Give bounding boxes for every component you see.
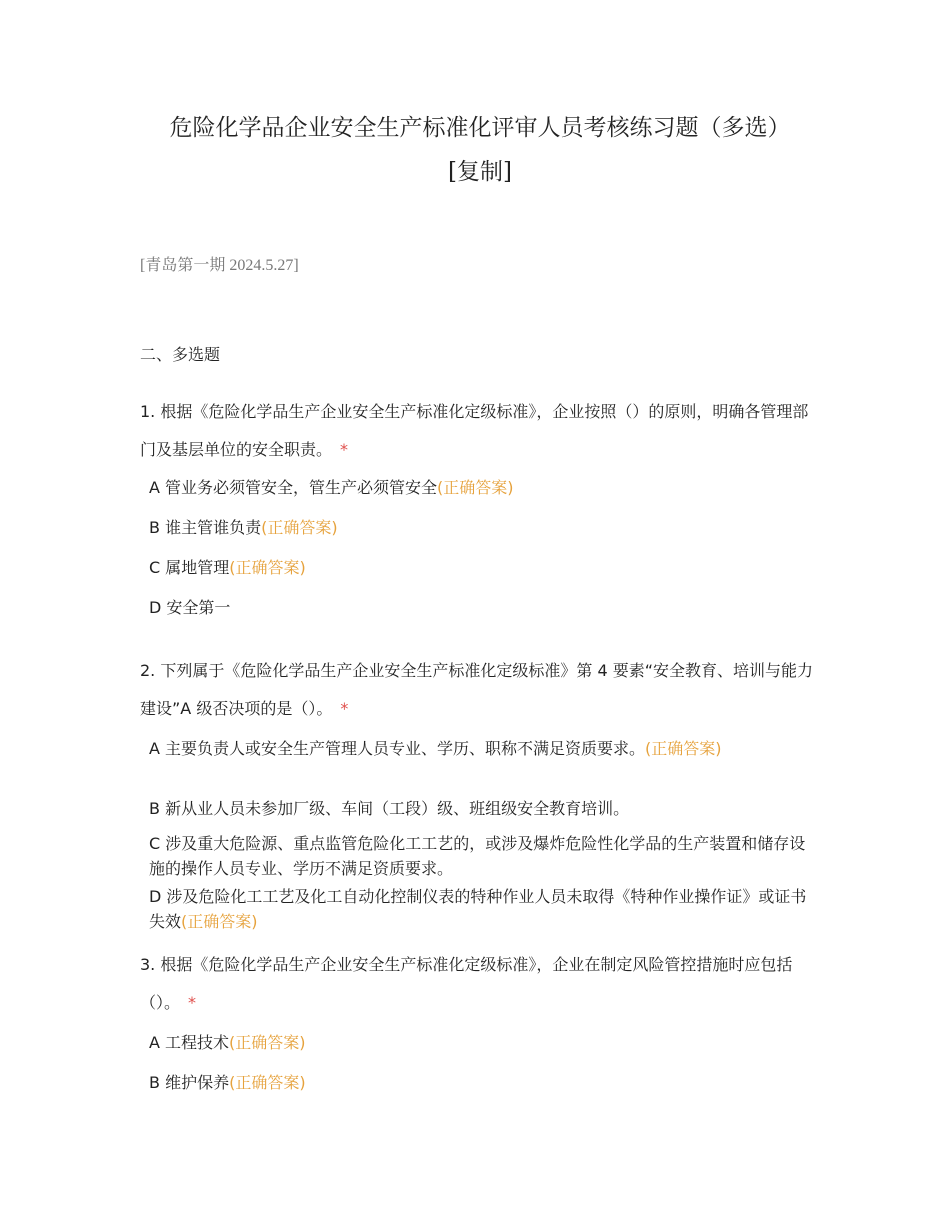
- correct-answer-label: (正确答案): [181, 912, 258, 931]
- option-b[interactable]: B 谁主管谁负责(正确答案): [149, 518, 338, 537]
- option-a[interactable]: A 管业务必须管安全，管生产必须管安全(正确答案): [149, 478, 514, 497]
- option-list: [140, 475, 820, 635]
- question-text: 1. 根据《危险化学品生产企业安全生产标准化定级标准》，企业按照（）的原则，明确各管理部门及基层单位的安全职责。 *: [140, 402, 809, 459]
- option-c[interactable]: C 属地管理(正确答案): [149, 558, 306, 577]
- session-label: [青岛第一期 2024.5.27]: [140, 257, 299, 274]
- required-mark: *: [188, 993, 197, 1012]
- option-list: [140, 1030, 820, 1110]
- question-text: 3. 根据《危险化学品生产企业安全生产标准化定级标准》，企业在制定风险管控措施时应包括（）。 *: [140, 955, 793, 1012]
- question-text: 2. 下列属于《危险化学品生产企业安全生产标准化定级标准》第 4 要素“安全教育、培训与能力建设”A 级否决项的是（）。 *: [140, 661, 813, 718]
- question-1: [140, 393, 820, 635]
- required-mark: *: [340, 699, 349, 718]
- option-b[interactable]: B 新从业人员未参加厂级、车间（工段）级、班组级安全教育培训。: [149, 799, 630, 818]
- option-b[interactable]: B 维护保养(正确答案): [149, 1073, 306, 1092]
- question-3: [140, 946, 820, 1110]
- correct-answer-label: (正确答案): [229, 1033, 306, 1052]
- correct-answer-label: (正确答案): [229, 558, 306, 577]
- correct-answer-label: (正确答案): [261, 518, 338, 537]
- page-title: 危险化学品企业安全生产标准化评审人员考核练习题（多选）[复制]: [169, 115, 791, 185]
- required-mark: *: [340, 440, 349, 459]
- section-heading: 二、多选题: [140, 345, 221, 364]
- option-c[interactable]: C 涉及重大危险源、重点监管危险化工工艺的，或涉及爆炸危险性化学品的生产装置和储存设施的操作人员专业、学历不满足资质要求。: [149, 834, 806, 878]
- option-d[interactable]: D 涉及危险化工工艺及化工自动化控制仪表的特种作业人员未取得《特种作业操作证》或证书失效(正确答案): [149, 887, 807, 931]
- option-d[interactable]: D 安全第一: [149, 598, 231, 617]
- option-list: [140, 736, 820, 934]
- correct-answer-label: (正确答案): [229, 1073, 306, 1092]
- option-a[interactable]: A 工程技术(正确答案): [149, 1033, 306, 1052]
- correct-answer-label: (正确答案): [437, 478, 514, 497]
- question-2: [140, 652, 820, 934]
- correct-answer-label: (正确答案): [645, 739, 722, 758]
- option-a[interactable]: A 主要负责人或安全生产管理人员专业、学历、职称不满足资质要求。(正确答案): [149, 739, 722, 758]
